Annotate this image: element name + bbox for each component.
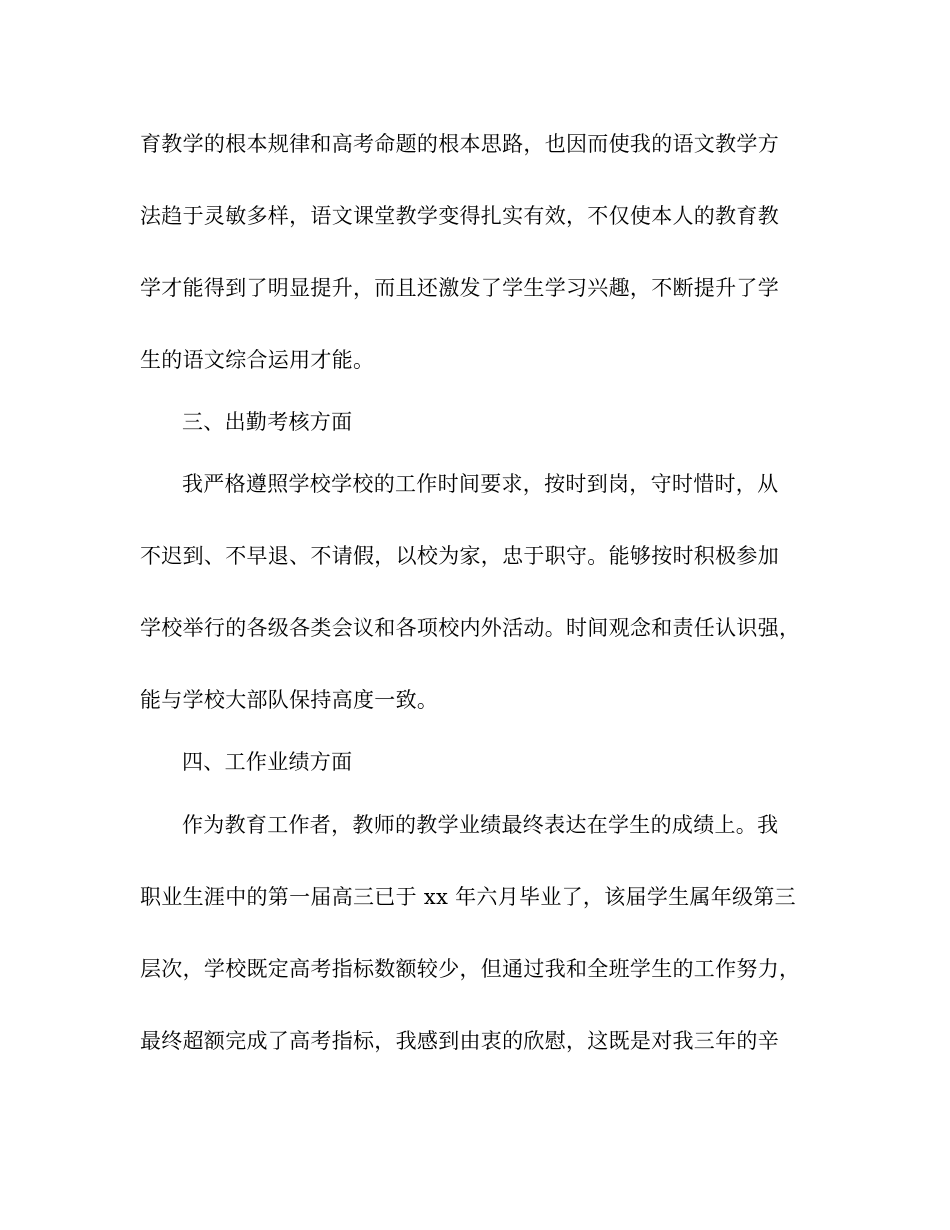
paragraph-line: 学校举行的各级各类会议和各项校内外活动。时间观念和责任认识强， (140, 616, 801, 640)
paragraph-line: 法趋于灵敏多样，语文课堂教学变得扎实有效，不仅使本人的教育教 (140, 204, 779, 228)
paragraph-line: 最终超额完成了高考指标，我感到由衷的欣慰，这既是对我三年的辛 (140, 1029, 779, 1053)
paragraph-line: 作为教育工作者，教师的教学业绩最终表达在学生的成绩上。我 (182, 813, 779, 837)
paragraph-line: 生的语文综合运用才能。 (140, 348, 375, 372)
paragraph-line: 职业生涯中的第一届高三已于 xx 年六月毕业了，该届学生属年级第三 (140, 885, 796, 909)
paragraph-line: 能与学校大部队保持高度一致。 (140, 688, 439, 712)
paragraph-line: 不迟到、不早退、不请假，以校为家，忠于职守。能够按时积极参加 (140, 544, 779, 568)
paragraph-line: 学才能得到了明显提升，而且还激发了学生学习兴趣，不断提升了学 (140, 276, 779, 300)
paragraph-line: 层次，学校既定高考指标数额较少，但通过我和全班学生的工作努力， (140, 957, 801, 981)
section-heading: 四、工作业绩方面 (182, 750, 353, 774)
section-heading: 三、出勤考核方面 (182, 410, 353, 434)
paragraph-line: 育教学的根本规律和高考命题的根本思路，也因而使我的语文教学方 (140, 132, 779, 156)
paragraph-line: 我严格遵照学校学校的工作时间要求，按时到岗，守时惜时，从 (182, 472, 779, 496)
